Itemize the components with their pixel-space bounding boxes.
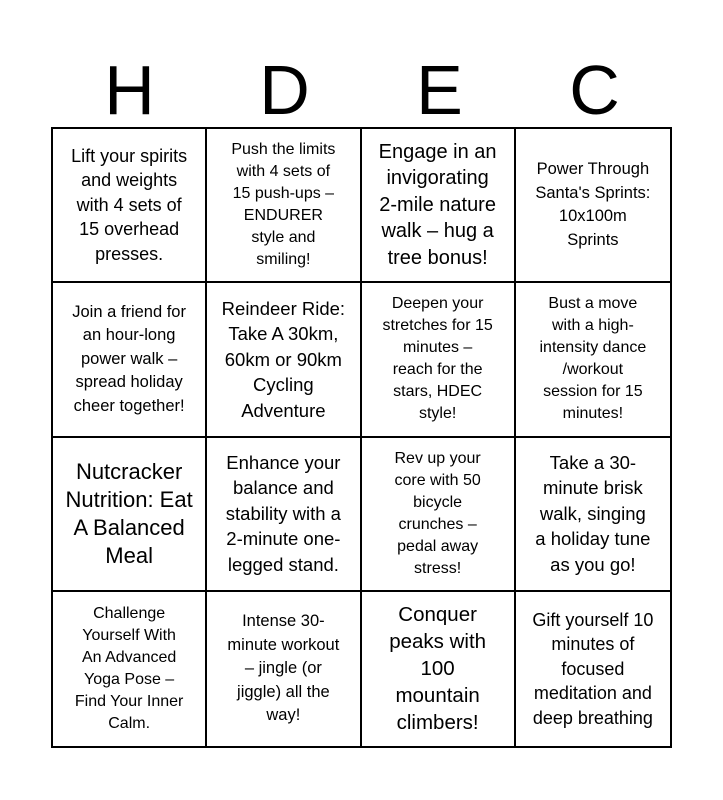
bingo-cell[interactable]: Enhance your balance and stability with a 2-minute one- legged stand. bbox=[207, 438, 361, 592]
bingo-cell[interactable]: Conquer peaks with 100 mountain climbers! bbox=[362, 592, 516, 746]
header-letter-c: C bbox=[569, 51, 620, 129]
bingo-cell[interactable]: Gift yourself 10 minutes of focused meditation and deep breathing bbox=[532, 609, 654, 728]
bingo-cell[interactable]: Take a 30- minute brisk walk, singing a holiday tune as you go! bbox=[516, 438, 670, 592]
bingo-cell[interactable]: Rev up your core with 50 bicycle crunches – pedal away stress! bbox=[362, 438, 516, 592]
bingo-cell[interactable]: Intense 30- minute workout – jingle (or jiggle) all the way! bbox=[207, 592, 361, 746]
bingo-header bbox=[52, 52, 672, 128]
bingo-cell[interactable]: Bust a move with a high- intensity dance /workout session for 15 minutes! bbox=[516, 283, 670, 437]
bingo-cell[interactable]: Reindeer Ride: Take A 30km, 60km or 90km Cycling Adventure bbox=[207, 283, 361, 437]
bingo-cell[interactable]: Lift your spirits and weights with 4 sets of 15 overhead presses. bbox=[53, 129, 207, 283]
bingo-cell[interactable]: Join a friend for an hour-long power walk – spread holiday cheer together! bbox=[53, 283, 207, 437]
bingo-cell[interactable]: Engage in an invigorating 2-mile nature walk – hug a tree bonus! bbox=[362, 129, 516, 283]
header-letter-e: E bbox=[416, 51, 463, 129]
bingo-cell[interactable]: Push the limits with 4 sets of 15 push-ups – ENDURER style and smiling! bbox=[207, 129, 361, 283]
bingo-cell[interactable]: Challenge Yourself With An Advanced Yoga Pose – Find Your Inner Calm. bbox=[53, 592, 207, 746]
header-letter-d: D bbox=[259, 51, 310, 129]
bingo-grid bbox=[51, 127, 672, 748]
bingo-cell[interactable]: Deepen your stretches for 15 minutes – reach for the stars, HDEC style! bbox=[362, 283, 516, 437]
header-letter-h: H bbox=[104, 51, 155, 129]
bingo-cell[interactable]: Power Through Santa's Sprints: 10x100m Sprints bbox=[516, 129, 670, 283]
bingo-cell[interactable]: Nutcracker Nutrition: Eat A Balanced Meal bbox=[53, 438, 207, 592]
